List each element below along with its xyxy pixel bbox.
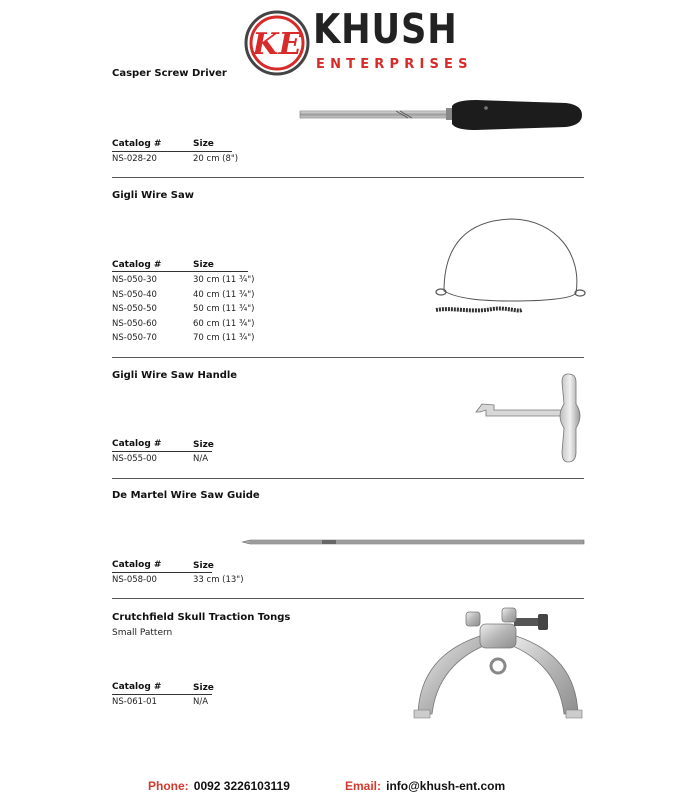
logo-mark-text: KE bbox=[252, 27, 302, 62]
catalog-number: NS-050-70 bbox=[112, 333, 157, 343]
size-header: Size bbox=[193, 260, 214, 270]
table-header-rule bbox=[112, 271, 248, 272]
size-header: Size bbox=[193, 683, 214, 693]
section-divider bbox=[112, 357, 584, 358]
table-header-rule bbox=[112, 451, 212, 452]
size-value: N/A bbox=[193, 454, 209, 464]
catalog-number: NS-055-00 bbox=[112, 454, 157, 464]
email-label: Email: bbox=[345, 779, 382, 793]
size-header: Size bbox=[193, 440, 214, 450]
size-header: Size bbox=[193, 561, 214, 571]
product-title: Gigli Wire Saw Handle bbox=[112, 370, 238, 381]
catalog-header: Catalog # bbox=[112, 560, 162, 570]
footer-email bbox=[345, 775, 505, 794]
size-value: 33 cm (13") bbox=[193, 575, 244, 585]
catalog-number: NS-058-00 bbox=[112, 575, 157, 585]
gigli-wire-saw-handle-image bbox=[472, 370, 587, 465]
catalog-number: NS-028-20 bbox=[112, 154, 157, 164]
size-value: N/A bbox=[193, 697, 209, 707]
catalog-number: NS-050-30 bbox=[112, 275, 157, 285]
catalog-header: Catalog # bbox=[112, 260, 162, 270]
table-header-rule bbox=[112, 151, 232, 152]
phone-label: Phone: bbox=[148, 779, 189, 793]
size-value: 60 cm (11 ¾") bbox=[193, 319, 255, 329]
size-value: 20 cm (8") bbox=[193, 154, 239, 164]
table-header-rule bbox=[112, 694, 212, 695]
table-header-rule bbox=[112, 572, 212, 573]
size-value: 40 cm (11 ¾") bbox=[193, 290, 255, 300]
product-title: Gigli Wire Saw bbox=[112, 190, 194, 201]
product-subtitle: Small Pattern bbox=[112, 628, 173, 638]
size-header: Size bbox=[193, 139, 214, 149]
brand-logo-mark bbox=[244, 10, 310, 76]
email-address[interactable]: info@khush-ent.com bbox=[386, 779, 506, 793]
size-value: 50 cm (11 ¾") bbox=[193, 304, 255, 314]
product-title: Casper Screw Driver bbox=[112, 68, 227, 79]
brand-subtitle: ENTERPRISES bbox=[316, 57, 473, 72]
section-divider bbox=[112, 177, 584, 178]
section-divider bbox=[112, 478, 584, 479]
footer-contact bbox=[148, 775, 290, 794]
crutchfield-skull-traction-tongs-image bbox=[410, 606, 588, 724]
catalog-header: Catalog # bbox=[112, 682, 162, 692]
catalog-number: NS-061-01 bbox=[112, 697, 157, 707]
size-value: 70 cm (11 ¾") bbox=[193, 333, 255, 343]
catalog-number: NS-050-50 bbox=[112, 304, 157, 314]
catalog-number: NS-050-40 bbox=[112, 290, 157, 300]
catalog-number: NS-050-60 bbox=[112, 319, 157, 329]
size-value: 30 cm (11 ¾") bbox=[193, 275, 255, 285]
product-title: De Martel Wire Saw Guide bbox=[112, 490, 260, 501]
casper-screw-driver-image bbox=[296, 96, 586, 136]
brand-name: KHUSH bbox=[313, 5, 458, 53]
catalog-header: Catalog # bbox=[112, 439, 162, 449]
gigli-wire-saw-image bbox=[432, 215, 587, 320]
section-divider bbox=[112, 598, 584, 599]
phone-number[interactable]: 0092 3226103119 bbox=[193, 779, 290, 793]
de-martel-wire-saw-guide-image bbox=[240, 535, 588, 549]
catalog-header: Catalog # bbox=[112, 139, 162, 149]
product-title: Crutchfield Skull Traction Tongs bbox=[112, 612, 291, 623]
